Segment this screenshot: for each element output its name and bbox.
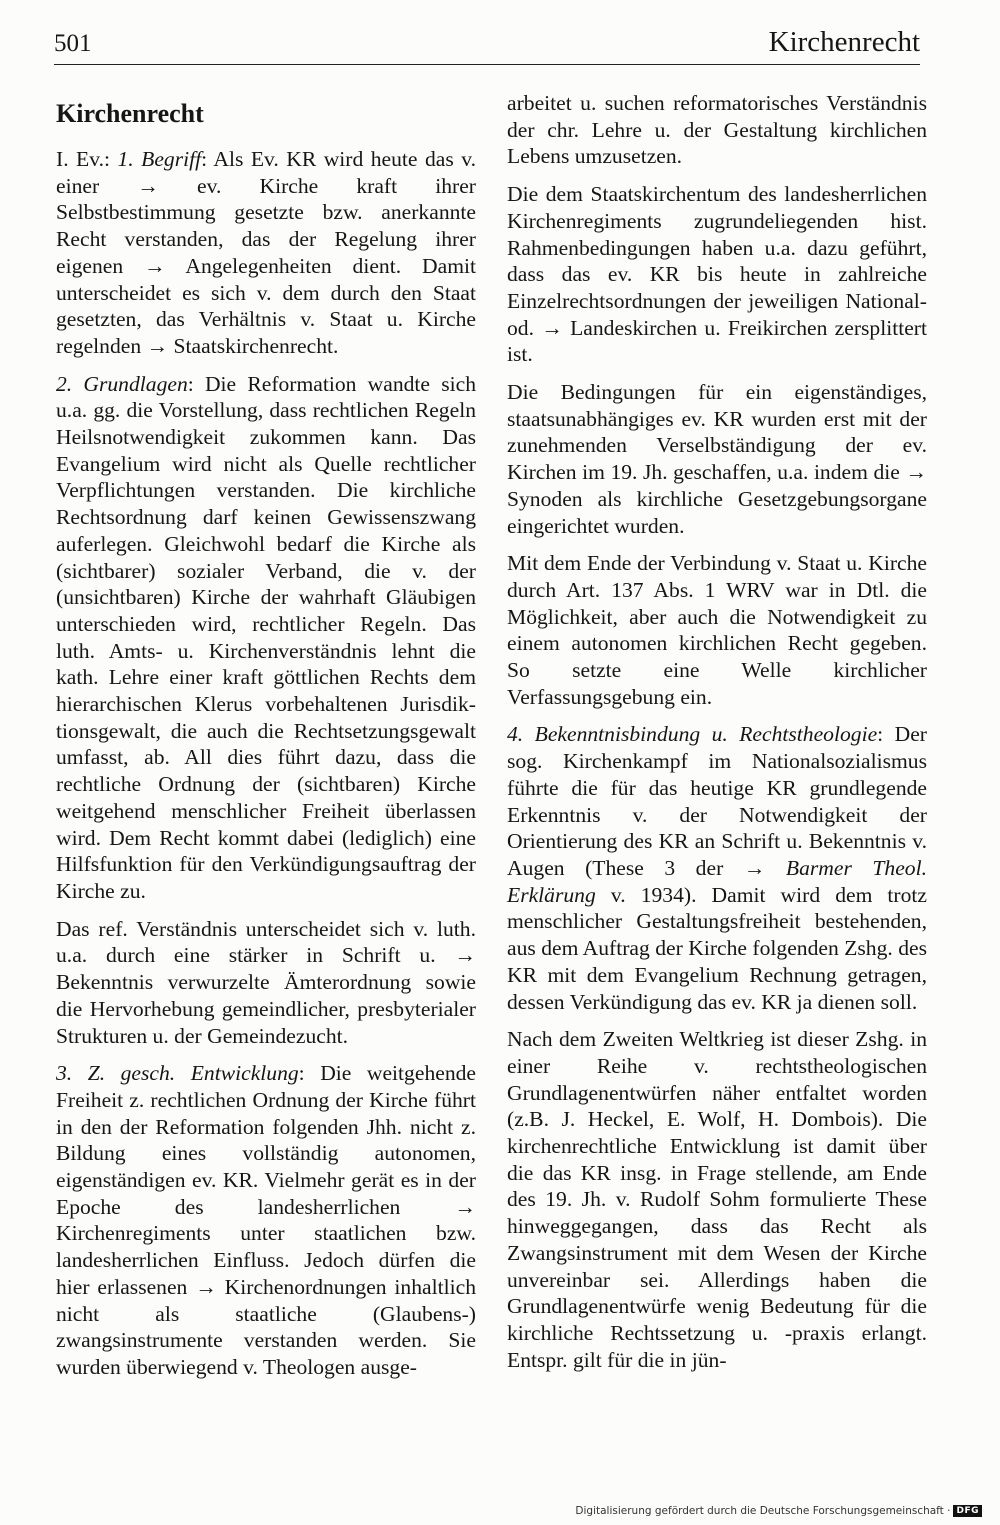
- paragraph-wrv: Mit dem Ende der Verbindung v. Staat u. Kirche durch Art. 137 Abs. 1 WRV war in Dtl. die Möglichkeit, aber auch die Notwendigkeit zu einem autonomen kirchlichen Recht gegeben. So setzte eine Welle kirchlicher Verfassungsgebung ein.: [507, 551, 927, 709]
- paragraph-conditions: Die Bedingungen für ein eigenständiges, staatsunabhängiges ev. KR wurden erst mit der zunehmenden Verselbständigung der ev. Kirchen im 19. Jh. geschaffen, u.a. indem die → Synoden als kirchliche Gesetzgebungsorgane eingerichtet wurden.: [507, 380, 927, 538]
- paragraph-history: [56, 1060, 476, 1380]
- paragraph-postwar: Nach dem Zweiten Weltkrieg ist dieser Zshg. in einer Reihe v. rechtstheologischen Grundlagenentwürfen näher entfaltet worden (z.B. J. Heckel, E. Wolf, H. Dombois). Die kirchenrechtliche Entwicklung ist damit über die das KR insg. in Frage stellende, am Ende des 19. Jh. v. Rudolf Sohm formulierte These hinweggegangen, dass das Recht als Zwangsinstrument mit dem Wesen der Kirche unvereinbar sei. Allerdings haben die Grundlagenentwürfe wenig Bedeutung für die kirchliche Rechtssetzung u. -praxis erlangt. Entspr. gilt für die in jün-: [507, 1027, 927, 1372]
- paragraph-foundations: [56, 371, 476, 905]
- paragraph-text: : Als Ev. KR wird heute das v. einer → ev. Kirche kraft ihrer Selbstbestimmung gesetzte bzw. anerkannte Recht verstanden, das der Regelung ihrer eigenen → Angelegenheiten dient. Damit unterscheidet es sich v. dem durch den Staat gesetzten, das Verhältnis v. Staat u. Kirche regelnden → Staatskirchenrecht.: [56, 147, 476, 358]
- section-heading: 2. Grundlagen: [56, 371, 188, 396]
- credit-text: Digitalisierung gefördert durch die Deutsche Forschungsgemeinschaft ·: [575, 1505, 951, 1517]
- paragraph-definition: [56, 146, 476, 360]
- page-number: 501: [54, 30, 92, 57]
- left-column: [56, 90, 476, 1392]
- dfg-logo: DFG: [953, 1505, 982, 1517]
- part-label: I. Ev.:: [56, 147, 118, 171]
- paragraph-text: : Der sog. Kirchenkampf im Nationalsozialismus führte die für das heutige KR grundlegende Erkenntnis v. der Notwendigkeit der Orientierung des KR an Schrift u. Bekenntnis v. Augen (These 3 der →: [507, 722, 927, 880]
- paragraph-continuation: arbeitet u. suchen reformatorisches Verständnis der chr. Lehre u. der Gestaltung kirchlichen Lebens umzusetzen.: [507, 91, 927, 169]
- right-column: [507, 90, 927, 1384]
- cross-reference: Barmer Theol. Erklärung: [507, 855, 927, 907]
- paragraph-confession: [507, 721, 927, 1015]
- running-head: Kirchenrecht: [768, 26, 920, 58]
- section-heading: 3. Z. gesch. Entwicklung: [56, 1061, 299, 1086]
- header-rule: [54, 64, 920, 65]
- paragraph-text: : Die weitgehende Freiheit z. rechtlichen Ordnung der Kirche führt in den der Reformation folgenden Jhh. nicht z. Bildung eines vollständig autonomen, eigenständigen ev. KR. Vielmehr gerät es in der Epoche des landesherrlichen → Kirchenregiments unter staatlichen bzw. landesherrlichen Einfluss. Jedoch dürfen die hier erlassenen → Kirchenordnungen inhaltlich nicht als staatliche (Glaubens-) zwangsinstrumente verstanden werden. Sie wurden überwiegend v. Theologen ausge-: [56, 1061, 477, 1379]
- section-heading: 4. Bekenntnisbindung u. Rechtstheologie: [507, 722, 878, 747]
- digitization-credit: [575, 1505, 982, 1517]
- paragraph-text: : Die Reformation wandte sich u.a. gg. die Vorstellung, dass rechtlichen Regeln Heilsnotwendigkeit zukommen kann. Das Evangelium wird nicht als Quelle rechtlicher Verpflichtungen verstanden. Die kirchliche Rechtsordnung darf keinen Gewissenszwang auferlegen. Gleichwohl bedarf die Kirche als (sichtbarer) sozialer Verband, die v. der (unsichtbaren) Kirche der wahrhaft Gläubigen unterschieden wird, rechtlicher Regeln. Das luth. Amts- u. Kirchenverständnis lehnt die kath. Lehre einer kraft göttlichen Rechts dem hierarchischen Klerus vorbehaltenen Jurisdiktionsgewalt, die auch die Rechtsetzungsgewalt umfasst, ab. All dies führt dazu, dass die rechtliche Ordnung der (sichtbaren) Kirche weitgehend menschlicher Freiheit überlassen wird. Dem Recht kommt dabei (lediglich) eine Hilfsfunktion für den Verkündigungsauftrag der Kirche zu.: [56, 371, 476, 903]
- section-heading: 1. Begriff: [117, 147, 202, 171]
- entry-headword: Kirchenrecht: [56, 99, 204, 128]
- paragraph-text: v. 1934). Damit wird dem trotz menschlicher Gestaltungsfreiheit bestehenden, aus dem Auftrag der Kirche folgenden Zshg. des KR mit dem Evangelium Rechnung getragen, dessen Verkündigung das ev. KR ja dienen soll.: [507, 882, 927, 1014]
- paragraph-reformed: Das ref. Verständnis unterscheidet sich v. luth. u.a. durch eine stärker in Schrift u. → Bekenntnis verwurzelte Ämterordnung sowie die Hervorhebung gemeindlicher, presbyterialer Strukturen u. der Gemeindezucht.: [56, 916, 476, 1048]
- paragraph-state-church: Die dem Staatskirchentum des landesherrlichen Kirchenregiments zugrundeliegenden hist. Rahmenbedingungen haben u.a. dazu geführt, dass das ev. KR bis heute in zahlreiche Einzelrechtsordnungen der jeweiligen National- od. → Landeskirchen u. Freikirchen zersplittert ist.: [507, 182, 927, 367]
